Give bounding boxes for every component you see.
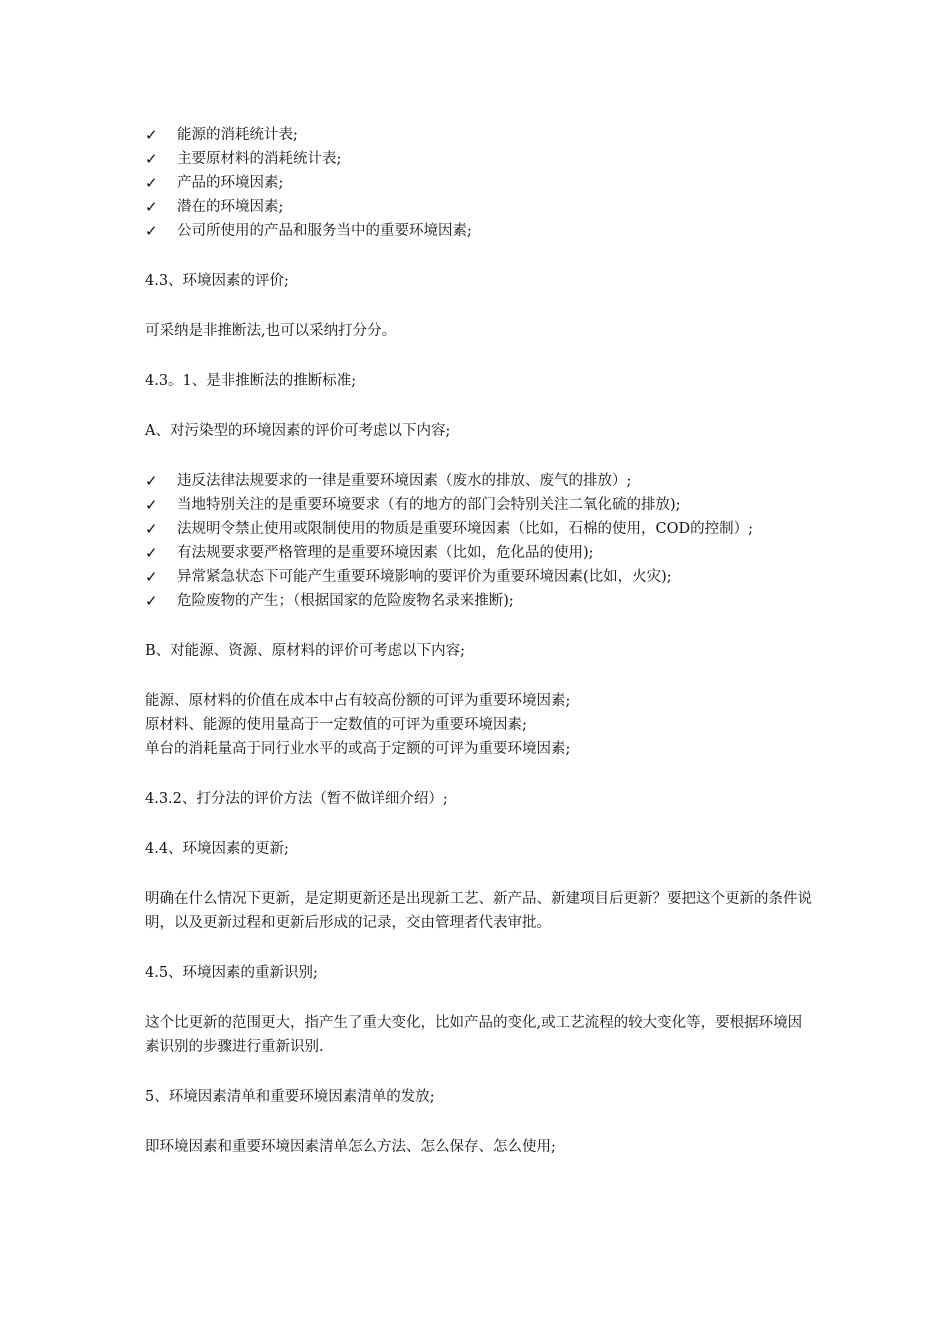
list-item-text: 有法规要求要严格管理的是重要环境因素（比如，危化品的使用); [177, 545, 594, 561]
check-icon: ✓ [145, 126, 158, 144]
distribution-paragraph: 即环境因素和重要环境因素清单怎么方法、怎么保存、怎么使用; [145, 1139, 556, 1155]
list-item-text: 主要原材料的消耗统计表; [177, 151, 342, 167]
check-icon: ✓ [145, 222, 158, 240]
section-heading-4-5: 4.5、环境因素的重新识别; [145, 965, 318, 981]
list-item-text: 能源的消耗统计表; [177, 127, 298, 143]
section-heading-4-3-2: 4.3.2、打分法的评价方法（暂不做详细介绍）; [145, 791, 448, 807]
list-item-text: 法规明令禁止使用或限制使用的物质是重要环境因素（比如，石棉的使用，COD的控制）; [177, 521, 753, 537]
statistics-checklist [145, 123, 815, 243]
list-item [145, 171, 815, 195]
update-paragraph: 明确在什么情况下更新，是定期更新还是出现新工艺、新产品、新建项目后更新？要把这个更新的条件说明，以及更新过程和更新后形成的记录，交由管理者代表审批。 [145, 891, 812, 931]
list-item-text: 潜在的环境因素; [177, 199, 284, 215]
check-icon: ✓ [145, 496, 158, 514]
check-icon: ✓ [145, 472, 158, 490]
list-item [145, 493, 815, 517]
list-item-text: 异常紧急状态下可能产生重要环境影响的要评价为重要环境因素(比如，火灾); [177, 569, 672, 585]
section-heading-4-3: 4.3、环境因素的评价; [145, 273, 289, 289]
list-item-text: 当地特别关注的是重要环境要求（有的地方的部门会特别关注二氧化硫的排放); [177, 497, 681, 513]
section-heading-4-4: 4.4、环境因素的更新; [145, 841, 289, 857]
check-icon: ✓ [145, 150, 158, 168]
document-page [145, 123, 815, 1159]
list-item-text: 危险废物的产生；（根据国家的危险废物名录来推断); [177, 593, 514, 609]
list-item-text: 公司所使用的产品和服务当中的重要环境因素; [177, 223, 472, 239]
reidentification-paragraph: 这个比更新的范围更大，指产生了重大变化，比如产品的变化,或工艺流程的较大变化等，要根据环境因素识别的步骤进行重新识别. [145, 1015, 803, 1055]
list-item-text: 产品的环境因素; [177, 175, 284, 191]
check-icon: ✓ [145, 544, 158, 562]
list-item [145, 517, 815, 541]
list-item-text: 违反法律法规要求的一律是重要环境因素（废水的排放、废气的排放）; [177, 473, 632, 489]
list-item [145, 195, 815, 219]
check-icon: ✓ [145, 198, 158, 216]
pollution-criteria-list [145, 469, 815, 613]
subheading-a: A、对污染型的环境因素的评价可考虑以下内容; [145, 423, 451, 439]
list-item [145, 123, 815, 147]
section-heading-5: 5、环境因素清单和重要环境因素清单的发放; [145, 1089, 435, 1105]
evaluation-method-paragraph: 可采纳是非推断法,也可以采纳打分分。 [145, 323, 397, 339]
resource-criteria-line: 原材料、能源的使用量高于一定数值的可评为重要环境因素; [145, 717, 527, 733]
list-item [145, 589, 815, 613]
list-item [145, 147, 815, 171]
subheading-b: B、对能源、资源、原材料的评价可考虑以下内容; [145, 643, 466, 659]
list-item [145, 565, 815, 589]
resource-criteria-line: 单台的消耗量高于同行业水平的或高于定额的可评为重要环境因素; [145, 741, 571, 757]
check-icon: ✓ [145, 592, 158, 610]
check-icon: ✓ [145, 520, 158, 538]
check-icon: ✓ [145, 174, 158, 192]
resource-criteria-line: 能源、原材料的价值在成本中占有较高份额的可评为重要环境因素; [145, 693, 571, 709]
list-item [145, 219, 815, 243]
section-heading-4-3-1: 4.3。1、是非推断法的推断标准; [145, 373, 357, 389]
list-item [145, 469, 815, 493]
list-item [145, 541, 815, 565]
check-icon: ✓ [145, 568, 158, 586]
